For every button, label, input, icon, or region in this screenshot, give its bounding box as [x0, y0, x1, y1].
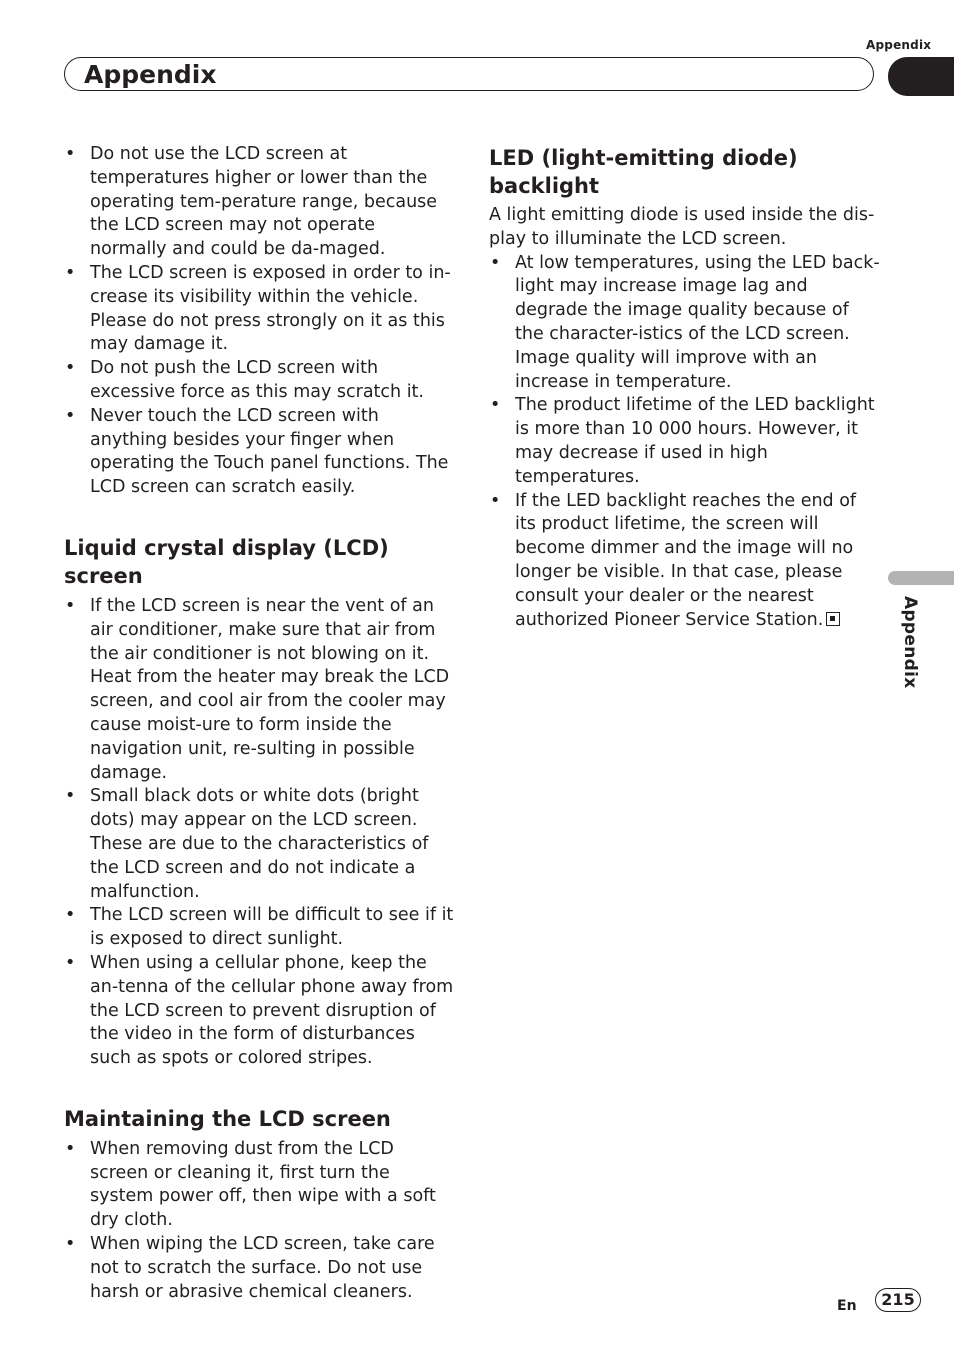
end-of-section-icon	[826, 612, 840, 626]
list-item: • When removing dust from the LCD screen or cleaning it, first turn the system power off, then wipe with a soft dry cloth.	[64, 1138, 456, 1233]
list-item: • The product lifetime of the LED backlight is more than 10 000 hours. However, it may decrease if used in high temperatures.	[489, 394, 881, 489]
chapter-tab-marker	[888, 57, 954, 96]
list-item: • Small black dots or white dots (bright dots) may appear on the LCD screen. These are due to the characteristics of the LCD screen and do not indicate a malfunction.	[64, 785, 456, 904]
list-item: • Do not use the LCD screen at temperatures higher or lower than the operating tem-perature range, because the LCD screen may not operate normally and could be da-maged.	[64, 143, 456, 262]
maintain-bullet-list	[64, 1138, 456, 1305]
list-item: • When wiping the LCD screen, take care not to scratch the surface. Do not use harsh or abrasive chemical cleaners.	[64, 1233, 456, 1304]
maintain-section-heading: Maintaining the LCD screen	[64, 1106, 391, 1131]
page-number: 215	[875, 1288, 921, 1312]
list-item: • Never touch the LCD screen with anything besides your finger when operating the Touch panel functions. The LCD screen can scratch easily.	[64, 405, 456, 500]
language-code: En	[837, 1298, 857, 1314]
list-item: • The LCD screen is exposed in order to in-crease its visibility within the vehicle. Please do not press strongly on it as this may damage it.	[64, 262, 456, 357]
list-item	[489, 490, 881, 633]
list-item: • The LCD screen will be difficult to see if it is exposed to direct sunlight.	[64, 904, 456, 952]
page-title: Appendix	[84, 60, 217, 89]
lcd-bullet-list	[64, 595, 456, 1071]
led-section-heading: LED (light-emitting diode) backlight	[489, 146, 798, 198]
list-item: • Do not push the LCD screen with excessive force as this may scratch it.	[64, 357, 456, 405]
led-bullet-list	[489, 252, 881, 633]
intro-bullet-list	[64, 143, 456, 500]
running-header: Appendix	[866, 38, 932, 52]
lcd-section-heading: Liquid crystal display (LCD) screen	[64, 535, 389, 588]
right-column	[489, 143, 881, 632]
list-item: • When using a cellular phone, keep the an-tenna of the cellular phone away from the LCD screen to prevent disruption of the video in the form of disturbances such as spots or colored stripes.	[64, 952, 456, 1071]
left-column	[64, 143, 456, 1304]
list-item: • At low temperatures, using the LED back-light may increase image lag and degrade the image quality because of the character-istics of the LCD screen. Image quality will improve with an increase in temperature.	[489, 252, 881, 395]
list-item-text: If the LED backlight reaches the end of its product lifetime, the screen will become dimmer and the image will no longer be visible. In that case, please consult your dealer or the nearest authorized Pioneer Service Station.	[515, 490, 857, 630]
list-item: • If the LCD screen is near the vent of an air conditioner, make sure that air from the air conditioner is not blowing on it. Heat from the heater may break the LCD screen, and cool air from the cooler may cause moist-ure to form inside the navigation unit, re-sulting in possible damage.	[64, 595, 456, 785]
led-intro-paragraph: A light emitting diode is used inside the dis-play to illuminate the LCD screen.	[489, 205, 875, 249]
side-tab-marker	[888, 571, 954, 585]
side-tab-label: Appendix	[900, 596, 920, 689]
